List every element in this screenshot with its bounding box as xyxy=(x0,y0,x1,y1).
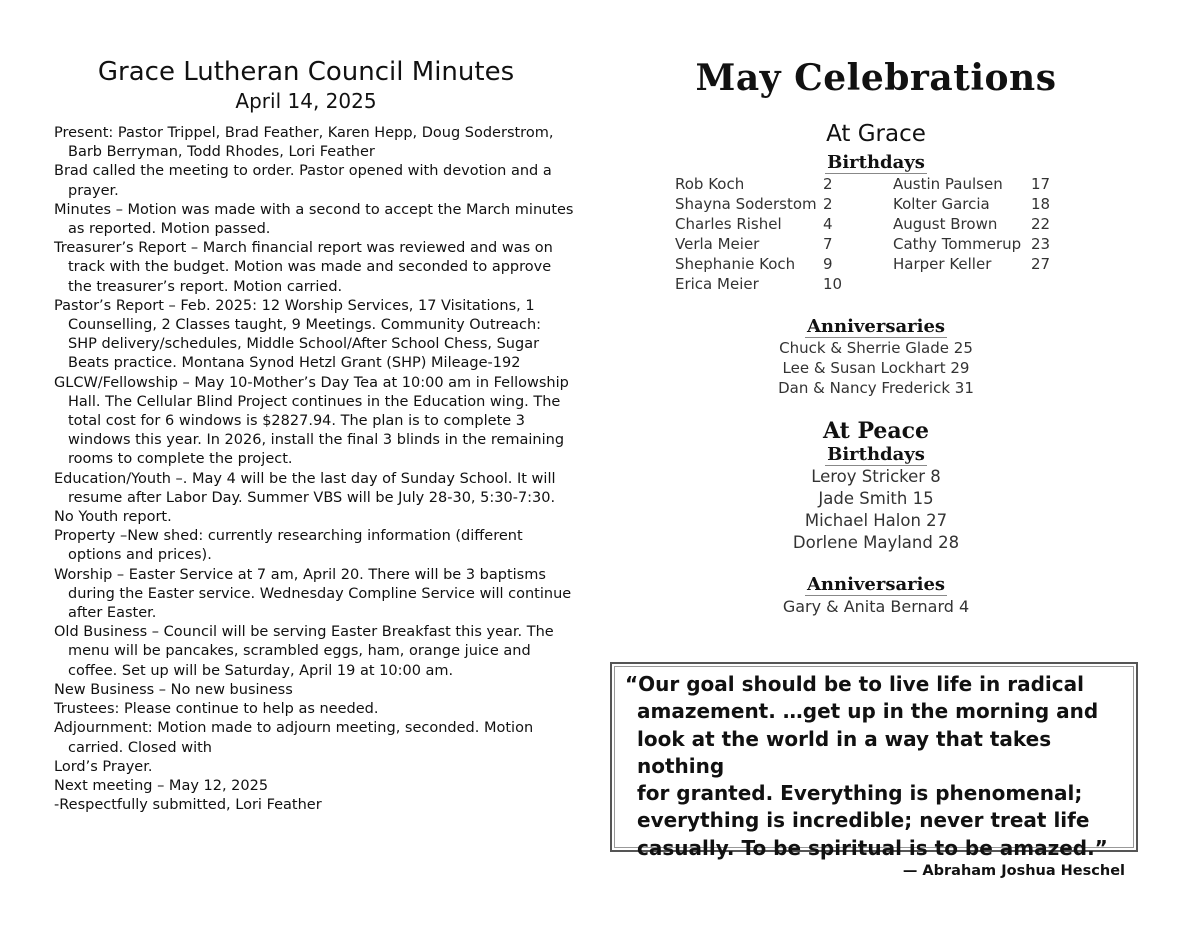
birthday-day: 2 xyxy=(823,195,833,213)
anniversary-item: Chuck & Sherrie Glade 25 xyxy=(779,339,973,357)
minutes-paragraph: Worship – Easter Service at 7 am, April 20. There will be 3 baptisms during the Easter service. Wednesday Compline Service will continue after Easter. xyxy=(54,566,572,622)
birthday-day: 18 xyxy=(1031,195,1051,213)
birthday-name: Rob Koch xyxy=(675,175,745,193)
minutes-paragraph: New Business – No new business xyxy=(54,681,293,698)
council-minutes-column xyxy=(54,56,574,815)
quote-line: amazement. …get up in the morning and xyxy=(637,699,1099,724)
peace-birthdays-heading: Birthdays xyxy=(827,444,925,465)
anniversary-item: Lee & Susan Lockhart 29 xyxy=(782,359,970,377)
quote-line: look at the world in a way that takes nothing xyxy=(637,726,1052,778)
birthday-day: 10 xyxy=(823,275,843,293)
birthday-name: Cathy Tommerup xyxy=(893,235,1022,253)
anniversary-item: Dan & Nancy Frederick 31 xyxy=(778,379,974,397)
birthday-day: 2 xyxy=(823,175,833,193)
minutes-paragraph: GLCW/Fellowship – May 10-Mother’s Day Tea at 10:00 am in Fellowship Hall. The Cellular Blind Project continues in the Education wing. The total cost for 6 windows is $2827.94. The plan is to complete 3 windows this year. In 2026, install the final 3 blinds in the remaining rooms to complete the project. xyxy=(54,374,569,468)
quote-line: casually. To be spiritual is to be amazed.” xyxy=(637,835,1108,860)
quote-inner-frame xyxy=(614,666,1134,880)
minutes-paragraph: Pastor’s Report – Feb. 2025: 12 Worship Services, 17 Visitations, 1 Counselling, 2 Classes taught, 9 Meetings. Community Outreach: SHP delivery/schedules, Middle School/After School Chess, Sugar Beats practice. Montana Synod Hetzl Grant (SHP) Mileage-192 xyxy=(54,297,542,372)
birthday-name: Shephanie Koch xyxy=(675,255,796,273)
at-grace-heading: At Grace xyxy=(826,121,926,147)
birthday-name: Erica Meier xyxy=(675,275,759,293)
minutes-paragraph: Minutes – Motion was made with a second to accept the March minutes as reported. Motion passed. xyxy=(54,201,574,238)
quote-line: everything is incredible; never treat life xyxy=(637,808,1090,833)
minutes-paragraph: Trustees: Please continue to help as needed. xyxy=(54,701,379,718)
birthday-day: 22 xyxy=(1031,215,1051,233)
quote-box xyxy=(610,662,1138,880)
birthday-name: Verla Meier xyxy=(675,235,760,253)
minutes-paragraph: Present: Pastor Trippel, Brad Feather, Karen Hepp, Doug Soderstrom, Barb Berryman, Todd Rhodes, Lori Feather xyxy=(54,125,554,161)
at-peace-heading: At Peace xyxy=(822,418,930,444)
minutes-body xyxy=(54,124,574,815)
minutes-paragraph: Lord’s Prayer. xyxy=(54,758,153,775)
grace-birthdays-heading: Birthdays xyxy=(827,152,925,173)
minutes-paragraph: Education/Youth –. May 4 will be the last day of Sunday School. It will resume after Labor Day. Summer VBS will be July 28-30, 5:30-7:30. xyxy=(54,470,556,506)
celebrations-column xyxy=(610,56,1142,618)
grace-anniversaries-heading: Anniversaries xyxy=(806,316,946,337)
peace-anniversaries-list xyxy=(610,596,1142,618)
peace-birthdays-list xyxy=(610,466,1142,554)
minutes-paragraph: Next meeting – May 12, 2025 xyxy=(54,777,269,794)
birthday-name: Charles Rishel xyxy=(675,215,782,233)
birthday-day: 17 xyxy=(1031,175,1051,193)
peace-anniversary-item: Gary & Anita Bernard 4 xyxy=(782,597,970,616)
minutes-paragraph: Old Business – Council will be serving Easter Breakfast this year. The menu will be pancakes, scrambled eggs, ham, orange juice and coffee. Set up will be Saturday, April 19 at 10:00 am. xyxy=(54,624,554,679)
birthday-day: 9 xyxy=(823,255,833,273)
peace-birthday-item: Dorlene Mayland 28 xyxy=(792,533,960,552)
minutes-paragraph: Brad called the meeting to order. Pastor opened with devotion and a prayer. xyxy=(54,163,552,199)
quote-line: “Our goal should be to live life in radical xyxy=(625,672,1084,696)
peace-anniversaries-heading: Anniversaries xyxy=(806,574,946,595)
quote-line: for granted. Everything is phenomenal; xyxy=(637,781,1083,806)
minutes-paragraph: Treasurer’s Report – March financial report was reviewed and was on track with the budget. Motion was made and seconded to approve the treasurer’s report. Motion carried. xyxy=(54,240,553,295)
celebrations-title: May Celebrations xyxy=(695,57,1057,99)
grace-birthdays-list xyxy=(675,174,1142,294)
birthday-day: 23 xyxy=(1031,235,1051,253)
grace-anniversaries-list xyxy=(610,338,1142,398)
birthday-name: Austin Paulsen xyxy=(893,175,1003,193)
birthday-name: Shayna Soderstom xyxy=(675,195,817,213)
minutes-date: April 14, 2025 xyxy=(235,89,377,113)
birthday-name: Kolter Garcia xyxy=(893,195,990,213)
quote-author: — Abraham Joshua Heschel xyxy=(902,863,1125,880)
minutes-paragraph: No Youth report. xyxy=(54,509,172,526)
minutes-paragraph: Adjournment: Motion made to adjourn meeting, seconded. Motion carried. Closed with xyxy=(54,720,534,756)
birthday-name: August Brown xyxy=(893,215,998,233)
minutes-title: Grace Lutheran Council Minutes xyxy=(97,57,515,87)
peace-birthday-item: Michael Halon 27 xyxy=(804,511,948,530)
minutes-paragraph: -Respectfully submitted, Lori Feather xyxy=(54,797,322,814)
minutes-paragraph: Property –New shed: currently researching information (different options and prices). xyxy=(54,528,523,564)
peace-birthday-item: Leroy Stricker 8 xyxy=(811,467,941,486)
birthday-day: 4 xyxy=(823,215,833,233)
peace-birthday-item: Jade Smith 15 xyxy=(818,489,934,508)
birthday-name: Harper Keller xyxy=(893,255,992,273)
birthday-day: 7 xyxy=(823,235,833,253)
birthday-day: 27 xyxy=(1031,255,1051,273)
